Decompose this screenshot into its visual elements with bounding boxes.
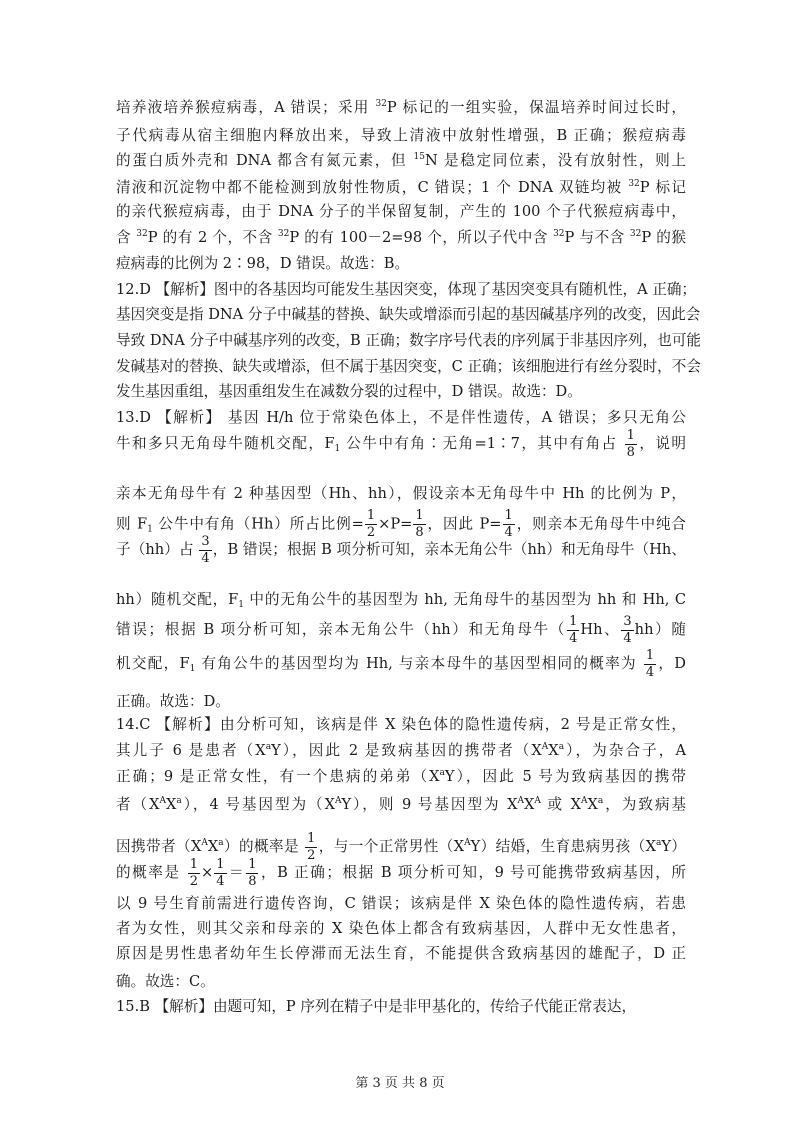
- text-line: 以 9 号生育前需进行遗传咨询，C 错误；该病是伴 X 染色体的隐性遗传病，若患: [116, 895, 686, 912]
- fraction: $\frac{1}{2}$: [366, 508, 376, 540]
- text-line: 者为女性，则其父亲和母亲的 X 染色体上都含有致病基因，人群中无女性患者，: [116, 920, 686, 937]
- text-line: 确。故选：C。: [116, 973, 215, 990]
- text-line: 原因是男性患者幼年生长停滞而无法生育，不能提供含致病基因的雄配子，D 正: [116, 945, 686, 962]
- text-line: 正确；9 是正常女性，有一个患病的弟弟$(X^aY)$，因此 5 号为致病基因的携带: [116, 768, 686, 785]
- text-line: 因携带者$(X^AX^a)$的概率是 $\frac{1}{2}$ ，与一个正常男性$(X^AY)$结婚，生育患病男孩$(X^aY)$: [116, 830, 687, 863]
- text-line: 牛和多只无角母牛随机交配，$F_1$ 公牛中有角∶无角=1∶7，其中有角占 $\frac{1}{8}$ ，说明: [116, 427, 686, 460]
- text-line: 15.B 【解析】由题可知，P 序列在精子中是非甲基化的，传给子代能正常表达，: [116, 998, 637, 1015]
- text-line: 基因突变是指 DNA 分子中碱基的替换、缺失或增添而引起的基因碱基序列的改变，因此会: [116, 306, 701, 323]
- fraction: $\frac{1}{4}$: [569, 613, 578, 646]
- text-line: 13.D 【解析】 基因 H/h 位于常染色体上，不是伴性遗传，A 错误；多只无角公: [116, 409, 686, 426]
- text-line: 错误；根据 B 项分析可知，亲本无角公牛（hh）和无角母牛（ $\frac{1}{4}$ Hh、 $\frac{3}{4}$ hh）随: [116, 613, 686, 646]
- text-line: 发生基因重组，基因重组发生在减数分裂的过程中，D 错误。故选：D。: [116, 383, 582, 400]
- fraction: $\frac{1}{4}$: [504, 508, 513, 540]
- text-line: 14.C 【解析】由分析可知，该病是伴 X 染色体的隐性遗传病，2 号是正常女性，: [116, 716, 686, 733]
- fraction: $\frac{1}{2}$: [307, 830, 316, 863]
- text-line: hh）随机交配，$F_1$ 中的无角公牛的基因型为 hh, 无角母牛的基因型为 hh 和 Hh, C: [116, 591, 686, 610]
- fraction: $\frac{1}{8}$: [415, 508, 424, 540]
- text-line: 的概率是 $\frac{1}{2}$ × $\frac{1}{4}$ ＝ $\frac{1}{8}$ ，B 正确；根据 B 项分析可知，9 号可能携带致病基因，所: [116, 856, 686, 889]
- text-line: 子（hh）占 $\frac{3}{4}$ ，B 错误；根据 B 项分析可知，亲本无角公牛（hh）和无角母牛（Hh、: [116, 533, 687, 566]
- text-line: 的蛋白质外壳和 DNA 都含有氮元素，但 $^{15}$N 是稳定同位素，没有放射性，则上: [116, 152, 686, 169]
- text-line: 其儿子 6 是患者$(X^aY)$，因此 2 是致病基因的携带者$(X^AX^a)$，为杂合子，A: [116, 742, 686, 759]
- fraction: $\frac{3}{4}$: [201, 533, 210, 566]
- fraction: $\frac{3}{4}$: [623, 613, 632, 646]
- text-line: 培养液培养猴痘病毒，A 错误；采用 $^{32}$P 标记的一组实验，保温培养时间过长时，: [116, 99, 686, 116]
- text-line: 导致 DNA 分子中碱基序列的改变，B 正确；数字序号代表的序列属于非基因序列，也可能: [116, 332, 702, 349]
- text-line: 的亲代猴痘病毒，由于 DNA 分子的半保留复制，产生的 100 个子代猴痘病毒中，: [116, 203, 686, 220]
- text-line: 机交配，$F_1$ 有角公牛的基因型均为 Hh, 与亲本母牛的基因型相同的概率为 $\frac{1}{4}$ ，D: [116, 647, 686, 680]
- text-line: 亲本无角母牛有 2 种基因型（Hh、hh），假设亲本无角母牛中 Hh 的比例为 P，: [116, 485, 686, 502]
- text-line: 12.D 【解析】图中的各基因均可能发生基因突变，体现了基因突变具有随机性，A 正确；: [116, 281, 697, 298]
- text-line: 清液和沉淀物中都不能检测到放射性物质，C 错误；1 个 DNA 双链均被 $^{32}$P 标记: [116, 179, 686, 196]
- text-line: 者$(X^AX^a)$，4 号基因型为$(X^AY)$，则 9 号基因型为 $X^AX^A$ 或 $X^AX^a$，为致病基: [116, 796, 686, 813]
- text-line: 则 $F_1$ 公牛中有角（Hh）所占比例= $\frac{1}{2}$ ×P= $\frac{1}{8}$ ，因此 P= $\frac{1}{4}$ ，则亲本无角母牛中纯合: [116, 508, 687, 540]
- text-line: 痘病毒的比例为 2∶98，D 错误。故选：B。: [116, 255, 410, 272]
- fraction: $\frac{1}{8}$: [626, 427, 635, 460]
- fraction: $\frac{1}{4}$: [645, 647, 655, 680]
- fraction: $\frac{1}{4}$: [216, 856, 225, 889]
- fraction: $\frac{1}{8}$: [248, 856, 257, 889]
- text-line: 子代病毒从宿主细胞内释放出来，导致上清液中放射性增强，B 正确；猴痘病毒: [116, 127, 686, 144]
- text-line: 含 $^{32}$P 的有 2 个，不含 $^{32}$P 的有 100－2=98 个，所以子代中含 $^{32}$P 与不含 $^{32}$P 的猴: [116, 229, 686, 246]
- fraction: $\frac{1}{2}$: [189, 856, 198, 889]
- text-line: 正确。故选：D。: [116, 693, 230, 710]
- text-line: 发碱基对的替换、缺失或增添，但不属于基因突变，C 正确；该细胞进行有丝分裂时，不会: [116, 358, 701, 375]
- page-footer: 第 3 页 共 8 页: [355, 1076, 445, 1091]
